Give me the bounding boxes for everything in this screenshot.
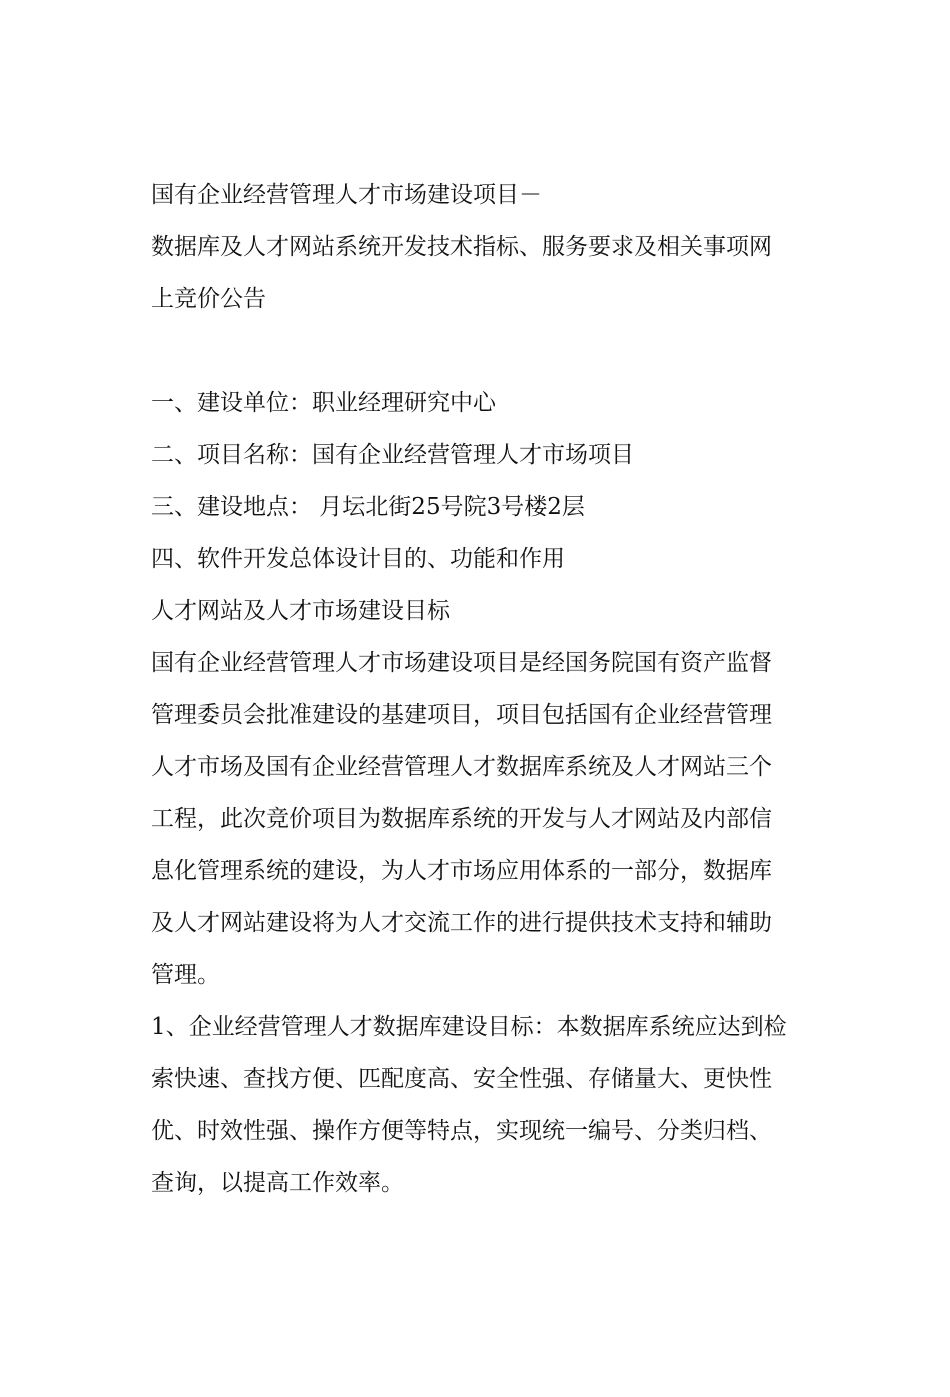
section-heading-software-design: 四、软件开发总体设计目的、功能和作用: [151, 546, 565, 572]
document-title: [151, 169, 811, 325]
title-line: 上竞价公告: [151, 286, 266, 312]
body-text-line: 索快速、查找方便、匹配度高、安全性强、存储量大、更快性: [151, 1066, 772, 1092]
body-text-line: 工程，此次竞价项目为数据库系统的开发与人才网站及内部信: [151, 806, 772, 832]
body-text-line: 优、时效性强、操作方便等特点，实现统一编号、分类归档、: [151, 1118, 772, 1144]
subheading-goals: 人才网站及人才市场建设目标: [151, 598, 450, 624]
paragraph-spacer: [151, 325, 811, 377]
body-text-line: 管理。: [151, 962, 220, 988]
body-text-line: 1、企业经营管理人才数据库建设目标：本数据库系统应达到检: [151, 1014, 787, 1040]
section-heading-construction-unit: 一、建设单位：职业经理研究中心: [151, 390, 496, 416]
title-line: 国有企业经营管理人才市场建设项目－: [151, 182, 542, 208]
body-text-line: 人才市场及国有企业经营管理人才数据库系统及人才网站三个: [151, 754, 772, 780]
body-text-line: 国有企业经营管理人才市场建设项目是经国务院国有资产监督: [151, 650, 772, 676]
body-text-line: 息化管理系统的建设，为人才市场应用体系的一部分，数据库: [151, 858, 772, 884]
document-content: [151, 169, 811, 1209]
section-heading-location: 三、建设地点： 月坛北街25号院3号楼2层: [151, 494, 585, 520]
title-line: 数据库及人才网站系统开发技术指标、服务要求及相关事项网: [151, 234, 772, 260]
body-text-line: 管理委员会批准建设的基建项目，项目包括国有企业经营管理: [151, 702, 772, 728]
document-body: [151, 377, 811, 1209]
body-text-line: 查询，以提高工作效率。: [151, 1170, 404, 1196]
body-text-line: 及人才网站建设将为人才交流工作的进行提供技术支持和辅助: [151, 910, 772, 936]
section-heading-project-name: 二、项目名称：国有企业经营管理人才市场项目: [151, 442, 634, 468]
